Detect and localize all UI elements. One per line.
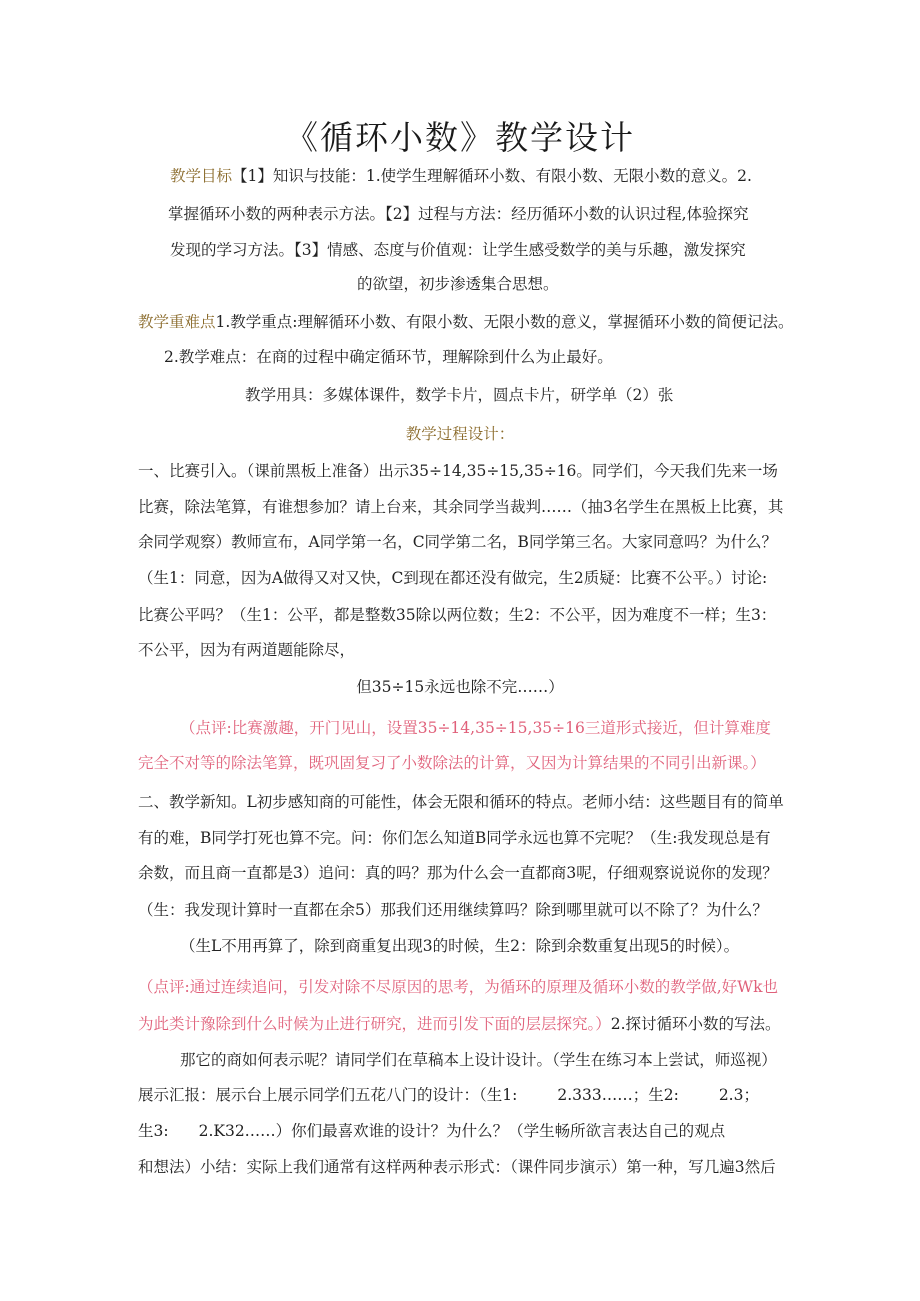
section3-line-2 [138,1085,759,1105]
section1-line: 比赛，除法笔算，有谁想参加？请上台来，其余同学当裁判……（抽3名学生在黑板上比赛，其 [138,498,784,516]
section3-line-4: 和想法）小结：实际上我们通常有这样两种表示形式：（课件同步演示）第一种，写几遍3然后 [138,1158,776,1176]
process-heading: 教学过程设计： [405,425,515,443]
section2-line: 有的难，B同学打死也算不完。问：你们怎么知道B同学永远也算不完呢？（生:我发现总是有 [138,829,771,847]
key-points-line-2: 2.教学难点：在商的过程中确定循环节，理解除到什么为止最好。 [164,348,613,366]
section1-line: 不公平，因为有两道题能除尽， [138,641,356,659]
section1-line: （生1：同意，因为A做得又对又快，C到现在都还没有做完，生2质疑：比赛不公平。）讨论: [138,569,768,587]
goals-line-3: 发现的学习方法。【3】情感、态度与价值观：让学生感受数学的美与乐趣，激发探究 [170,241,746,259]
section1-line: 余同学观察）教师宣布，A同学第一名，C同学第二名，B同学第三名。大家同意吗？为什么？ [138,533,777,551]
comment2-line-1: （点评:通过连续追问，引发对除不尽原因的思考，为循环的原理及循环小数的教学做,好Wk也 [138,978,778,996]
section1-end: 但35÷15永远也除不完……） [356,678,564,696]
goals-text-1: 【1】知识与技能：1.使学生理解循环小数、有限小数、无限小数的意义。2. [232,167,752,185]
teaching-tools: 教学用具：多媒体课件，数学卡片，圆点卡片，研学单（2）张 [245,386,674,404]
section1-line: 一、比赛引入。（课前黑板上准备）出示35÷14,35÷15,35÷16。同学们，今天我们先来一场 [138,462,778,480]
section3-line-1: 那它的商如何表示呢？请同学们在草稿本上设计设计。（学生在练习本上尝试，师巡视） [180,1051,777,1069]
comment1-line: 完全不对等的除法笔算，既巩固复习了小数除法的计算，又因为计算结果的不同引出新课。） [138,754,766,772]
section2-subheading: 2.探讨循环小数的写法。 [610,1015,781,1033]
comment1-line: （点评:比赛激趣，开门见山，设置35÷14,35÷15,35÷16三道形式接近，但计算难度 [180,719,771,737]
comment2-line-2 [138,1014,781,1034]
section2-line: 余数，而且商一直都是3）追问：真的吗？那为什么会一直都商3呢，仔细观察说说你的发现？ [138,864,778,882]
goals-line-4: 的欲望，初步渗透集合思想。 [357,275,559,293]
section2-line: （生：我发现计算时一直都在余5）那我们还用继续算吗？除到哪里就可以不除了？为什么？ [138,901,768,919]
section3-text-c: 2.3； [718,1086,759,1104]
key-points-line-1 [138,312,794,332]
page-title: 《循环小数》教学设计 [285,118,635,157]
goals-line-2: 掌握循环小数的两种表示方法。【2】过程与方法：经历循环小数的认识过程,体验探究 [168,205,749,223]
key-points-label: 教学重难点 [138,313,216,331]
section3-text-b: 2.333……；生2: [557,1086,679,1104]
goals-label: 教学目标 [170,167,233,185]
section3-text-d: 生3: [138,1122,169,1140]
comment2-text: 为此类计豫除到什么时候为止进行研究，进而引发下面的层层探究。） [138,1015,611,1033]
section2-line: 二、教学新知。L初步感知商的可能性，体会无限和循环的特点。老师小结：这些题目有的简单 [138,793,784,811]
section2-answer: （生L不用再算了，除到商重复出现3的时候，生2：除到余数重复出现5的时候）。 [180,937,740,955]
section3-line-3 [138,1121,725,1141]
goals-line-1 [170,166,752,186]
section3-text-e: 2.K32……）你们最喜欢谁的设计？为什么？（学生畅所欲言表达自己的观点 [198,1122,726,1140]
section1-line: 比赛公平吗？（生1：公平，都是整数35除以两位数；生2：不公平，因为难度不一样；生3： [138,606,777,624]
section3-text-a: 展示汇报：展示台上展示同学们五花八门的设计：（生1: [138,1086,518,1104]
key-points-text-1: 1.教学重点:理解循环小数、有限小数、无限小数的意义，掌握循环小数的简便记法。 [215,313,794,331]
